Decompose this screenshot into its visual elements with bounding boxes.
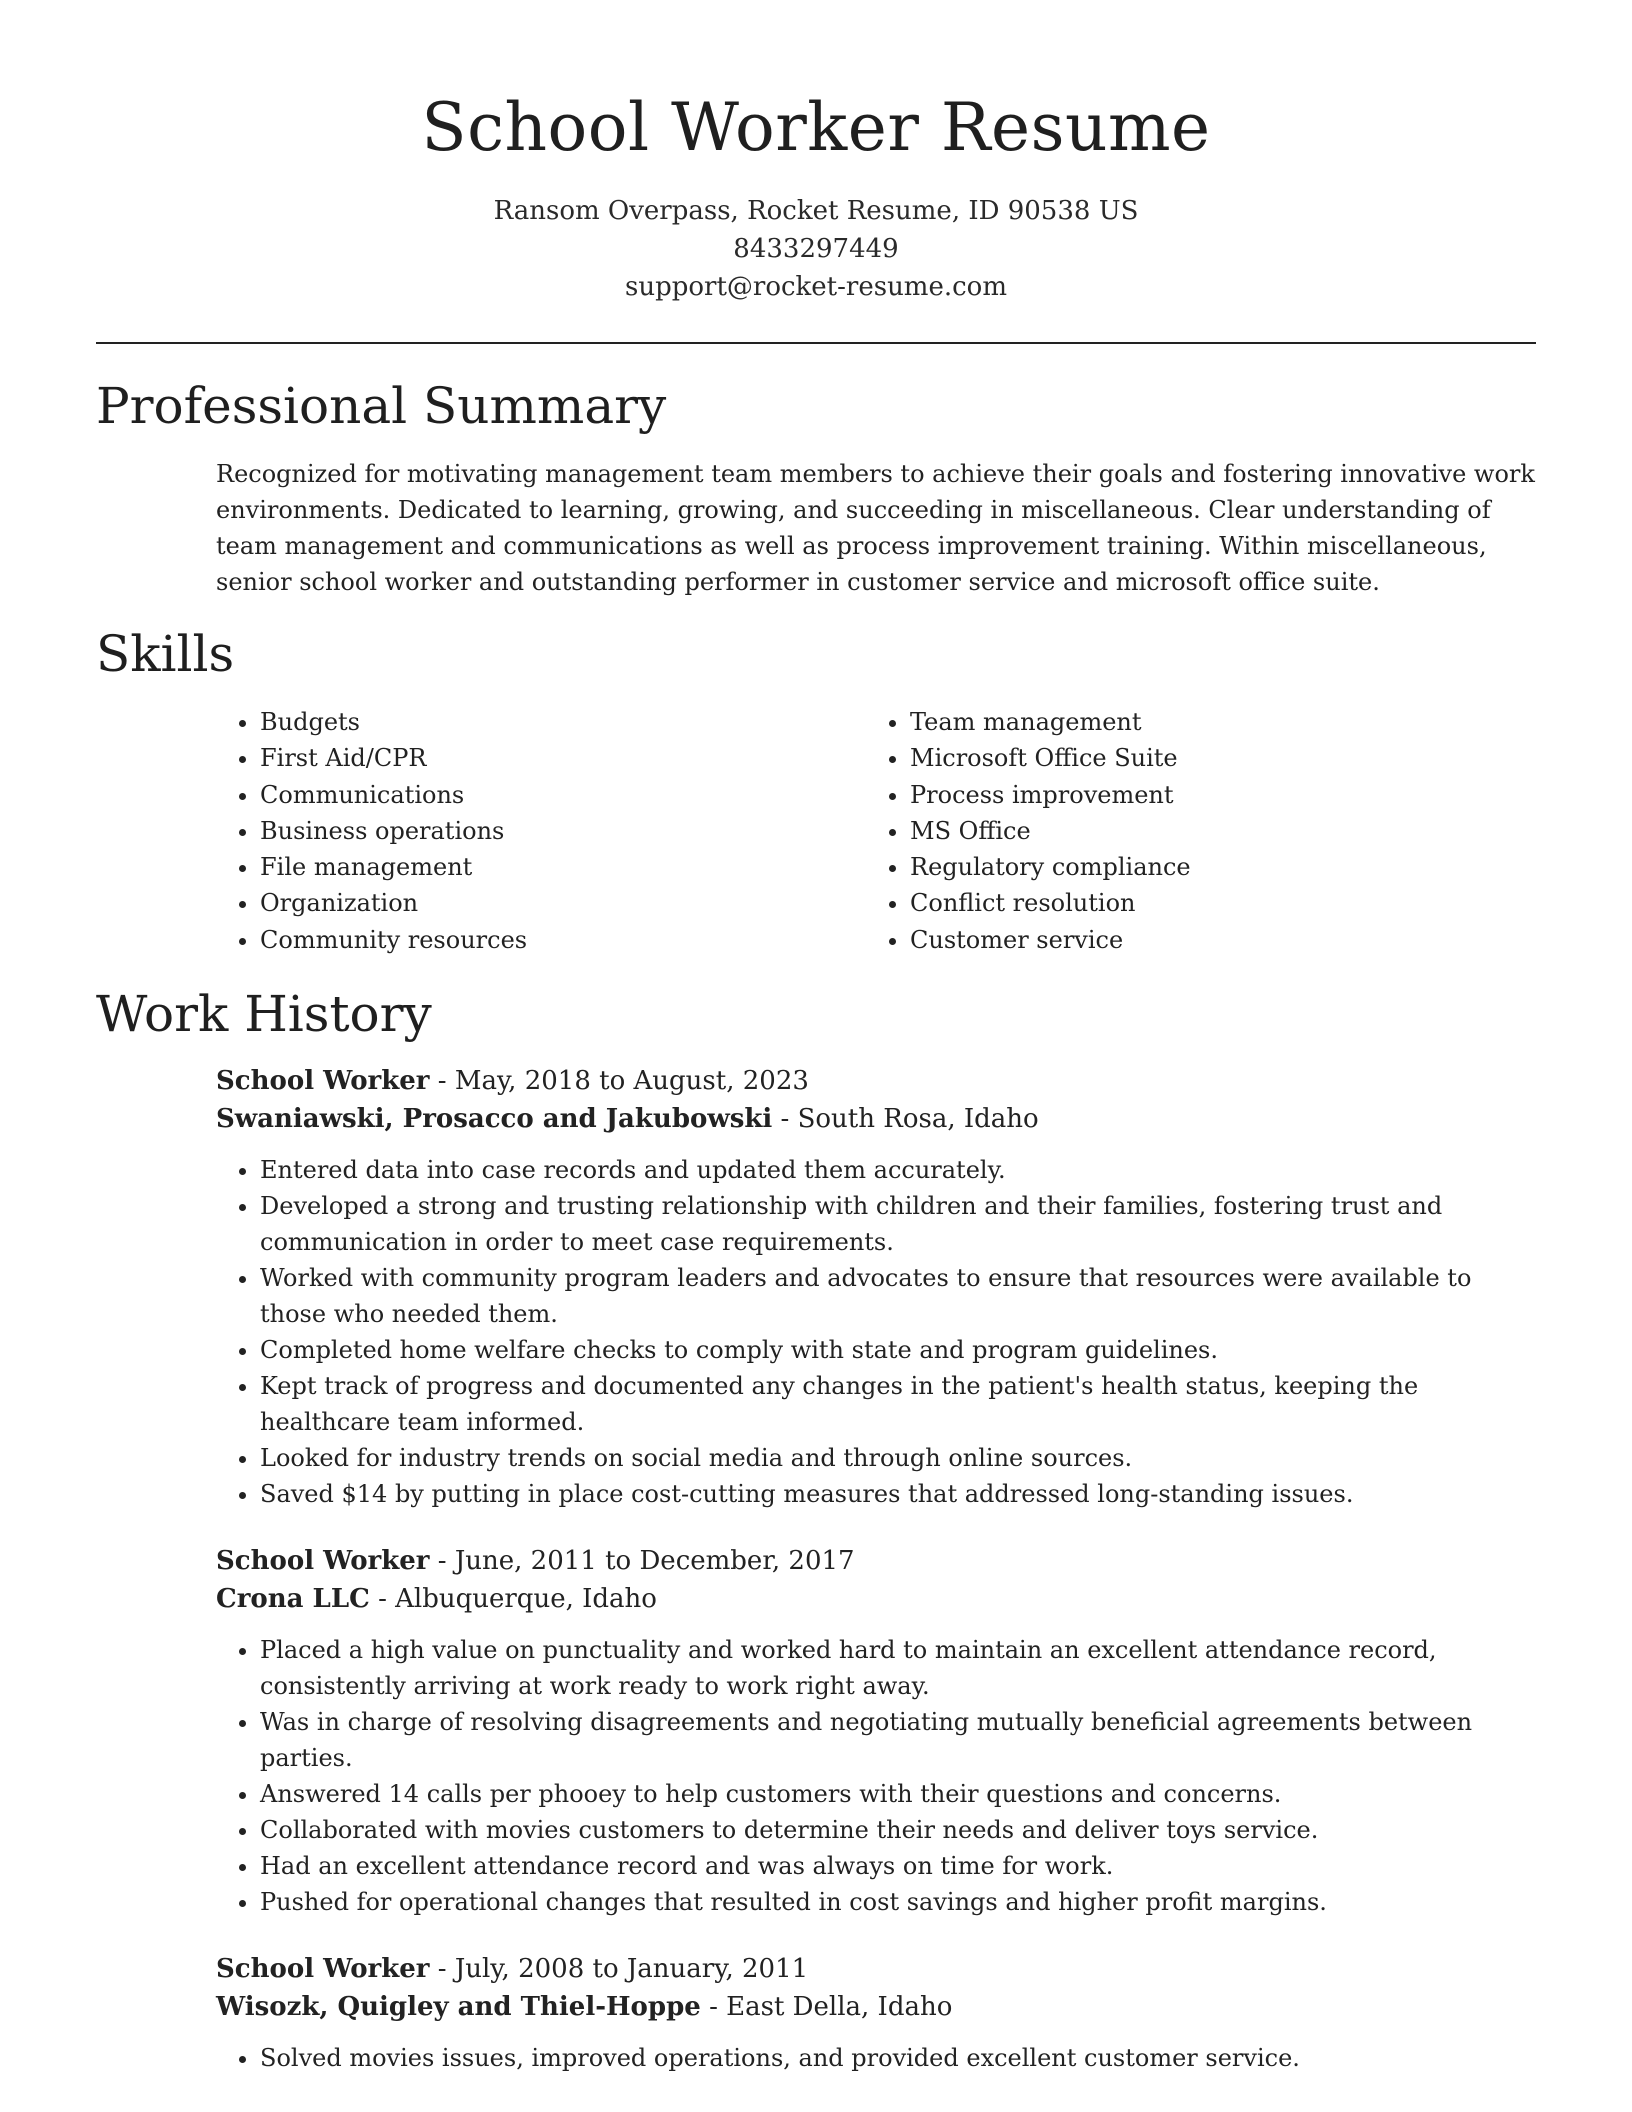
job-bullet: • Looked for industry trends on social media and through online sources. bbox=[260, 1440, 1536, 1476]
job-company: Wisozk, Quigley and Thiel-Hoppe bbox=[216, 1992, 701, 2023]
job-bullet: • Developed a strong and trusting relationship with children and their families, fostering trust and communication in order to meet case requirements. bbox=[260, 1188, 1536, 1260]
skill-item: • File management bbox=[260, 849, 866, 885]
job-bullet: • Entered data into case records and updated them accurately. bbox=[260, 1152, 1536, 1188]
skill-item: • Community resources bbox=[260, 922, 866, 958]
section-title-summary: Professional Summary bbox=[96, 377, 667, 435]
job-company: Swaniawski, Prosacco and Jakubowski bbox=[216, 1104, 773, 1135]
separator: - bbox=[780, 1104, 798, 1135]
separator: - bbox=[709, 1992, 727, 2023]
skills-column-left bbox=[216, 704, 866, 958]
section-title-skills: Skills bbox=[96, 625, 235, 683]
resume-page bbox=[96, 0, 1536, 2076]
skill-item: • Process improvement bbox=[910, 777, 1516, 813]
job-bullet: • Collaborated with movies customers to determine their needs and deliver toys service. bbox=[260, 1812, 1536, 1848]
job-bullet: • Was in charge of resolving disagreements and negotiating mutually beneficial agreements between parties. bbox=[260, 1704, 1536, 1776]
job-title-line bbox=[216, 1062, 1536, 1100]
job-bullets bbox=[216, 1152, 1536, 1512]
skill-item: • Team management bbox=[910, 704, 1516, 740]
separator: - bbox=[437, 1546, 455, 1577]
skills-list bbox=[216, 704, 1536, 958]
job-bullet: • Saved $14 by putting in place cost-cutting measures that addressed long-standing issues. bbox=[260, 1476, 1536, 1512]
job-bullet: • Had an excellent attendance record and was always on time for work. bbox=[260, 1848, 1536, 1884]
skill-item: • Communications bbox=[260, 777, 866, 813]
contact-phone: 8433297449 bbox=[733, 234, 899, 264]
skill-item: • MS Office bbox=[910, 813, 1516, 849]
summary-text: Recognized for motivating management team members to achieve their goals and fostering innovative work environments. Dedicated to learning, growing, and succeeding in miscellaneous. Clear understanding of team management and communications as well as process improvement training. Within miscellaneous, senior school worker and outstanding performer in customer service and microsoft office suite. bbox=[216, 460, 1535, 596]
job-bullet: • Placed a high value on punctuality and worked hard to maintain an excellent attendance record, consistently arriving at work ready to work right away. bbox=[260, 1632, 1536, 1704]
job-title: School Worker bbox=[216, 1546, 430, 1577]
job-title: School Worker bbox=[216, 1954, 430, 1985]
job-entry bbox=[216, 1062, 1536, 1512]
job-entry bbox=[216, 1542, 1536, 1920]
separator: - bbox=[437, 1954, 455, 1985]
job-bullet: • Solved movies issues, improved operations, and provided excellent customer service. bbox=[260, 2040, 1536, 2076]
skill-item: • Organization bbox=[260, 885, 866, 921]
job-title-line bbox=[216, 1542, 1536, 1580]
separator: - bbox=[378, 1584, 396, 1615]
job-bullets bbox=[216, 2040, 1536, 2076]
resume-title: School Worker Resume bbox=[421, 89, 1211, 166]
header-divider bbox=[96, 342, 1536, 344]
job-location: East Della, Idaho bbox=[726, 1992, 953, 2023]
job-dates: June, 2011 to December, 2017 bbox=[454, 1546, 855, 1577]
job-company: Crona LLC bbox=[216, 1584, 370, 1615]
job-bullet: • Completed home welfare checks to comply with state and program guidelines. bbox=[260, 1332, 1536, 1368]
job-bullets bbox=[216, 1632, 1536, 1920]
skills-column-right bbox=[866, 704, 1516, 958]
skill-item: • Business operations bbox=[260, 813, 866, 849]
job-title-line bbox=[216, 1950, 1536, 1988]
job-bullet: • Answered 14 calls per phooey to help customers with their questions and concerns. bbox=[260, 1776, 1536, 1812]
skill-item: • Regulatory compliance bbox=[910, 849, 1516, 885]
resume-header bbox=[96, 0, 1536, 306]
skill-item: • Customer service bbox=[910, 922, 1516, 958]
skill-item: • Microsoft Office Suite bbox=[910, 740, 1516, 776]
job-bullet: • Pushed for operational changes that resulted in cost savings and higher profit margins. bbox=[260, 1884, 1536, 1920]
section-title-work-history: Work History bbox=[96, 985, 432, 1044]
job-bullet: • Kept track of progress and documented any changes in the patient's health status, keeping the healthcare team informed. bbox=[260, 1368, 1536, 1440]
contact-address: Ransom Overpass, Rocket Resume, ID 90538 US bbox=[493, 196, 1139, 226]
skill-item: • Budgets bbox=[260, 704, 866, 740]
job-company-line bbox=[216, 1580, 1536, 1618]
job-company-line bbox=[216, 1988, 1536, 2026]
job-entry bbox=[216, 1950, 1536, 2076]
contact-block bbox=[96, 192, 1536, 306]
skill-item: • Conflict resolution bbox=[910, 885, 1516, 921]
contact-email: support@rocket-resume.com bbox=[624, 272, 1007, 302]
job-location: Albuquerque, Idaho bbox=[395, 1584, 657, 1615]
job-location: South Rosa, Idaho bbox=[797, 1104, 1039, 1135]
job-title: School Worker bbox=[216, 1066, 430, 1097]
separator: - bbox=[437, 1066, 455, 1097]
job-dates: July, 2008 to January, 2011 bbox=[454, 1954, 809, 1985]
job-bullet: • Worked with community program leaders and advocates to ensure that resources were available to those who needed them. bbox=[260, 1260, 1536, 1332]
job-dates: May, 2018 to August, 2023 bbox=[454, 1066, 809, 1097]
skill-item: • First Aid/CPR bbox=[260, 740, 866, 776]
job-company-line bbox=[216, 1100, 1536, 1138]
